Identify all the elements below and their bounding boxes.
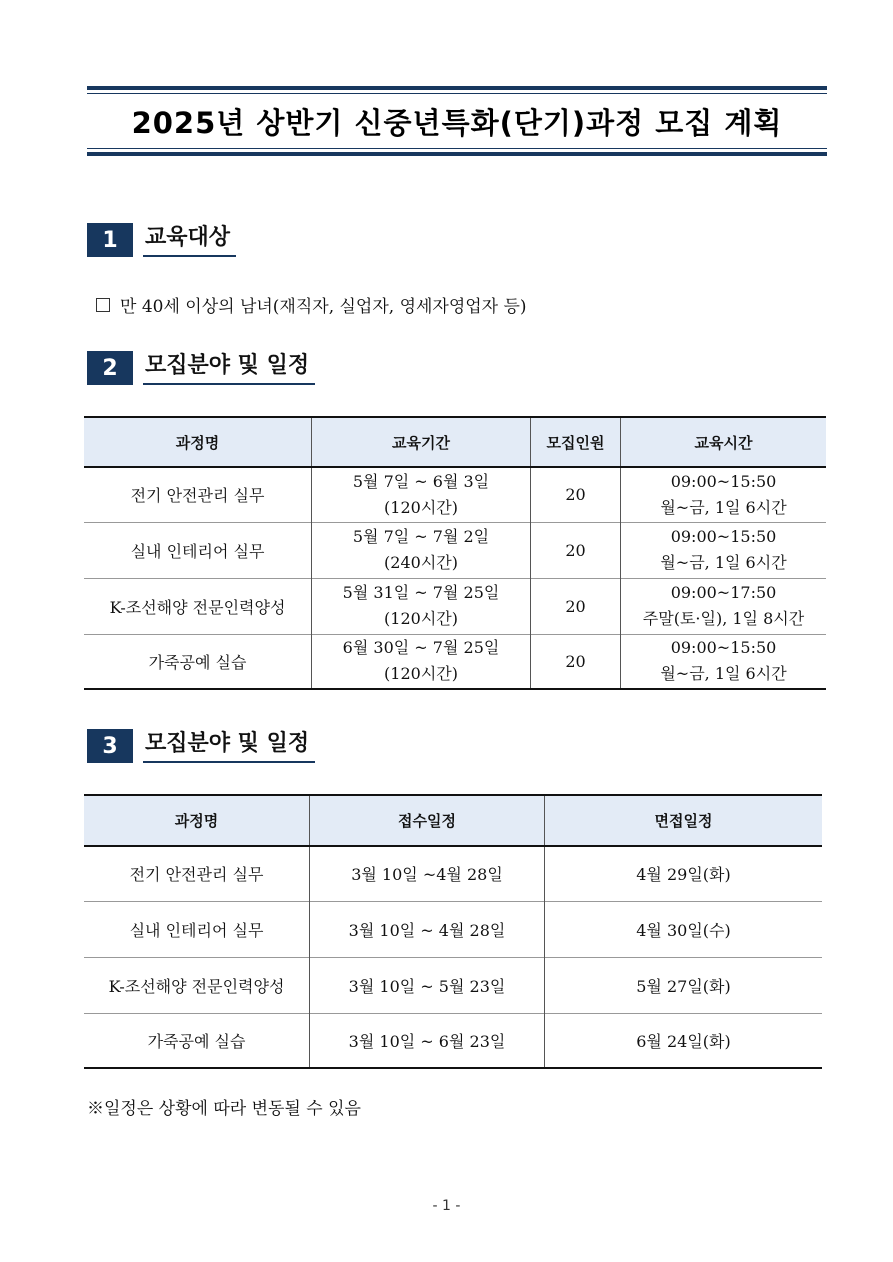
apply-dates: 3월 10일 ~ 5월 23일 <box>310 957 545 1013</box>
title-rule-top <box>87 93 827 94</box>
course-name: 전기 안전관리 실무 <box>130 486 265 506</box>
section-3-header <box>87 727 315 763</box>
th-period: 교육기간 <box>312 417 531 467</box>
target-text: 만 40세 이상의 남녀(재직자, 실업자, 영세자영업자 등) <box>120 297 527 317</box>
th-interview: 면접일정 <box>545 795 823 846</box>
time-days: 주말(토·일), 1일 8시간 <box>642 609 805 628</box>
course-count: 20 <box>531 467 621 522</box>
course-period <box>312 634 531 689</box>
section-2-header <box>87 349 315 385</box>
course-count: 20 <box>531 578 621 634</box>
th-course: 과정명 <box>84 417 312 467</box>
course-name: K-조선해양 전문인력양성 <box>84 957 310 1013</box>
section-2-number: 2 <box>87 351 133 385</box>
course-time <box>621 634 827 689</box>
time-range: 09:00~15:50 <box>670 527 777 546</box>
schedule-note: ※일정은 상황에 따라 변동될 수 있음 <box>87 1099 361 1119</box>
period-hours: (120시간) <box>384 664 458 684</box>
interview-date: 5월 27일(화) <box>545 957 823 1013</box>
table-row <box>84 1013 822 1068</box>
period-dates: 5월 31일 ~ 7월 25일 <box>342 583 500 602</box>
interview-date: 6월 24일(화) <box>545 1013 823 1068</box>
target-item <box>96 292 527 317</box>
interview-date: 4월 29일(화) <box>545 846 823 901</box>
apply-dates: 3월 10일 ~4월 28일 <box>310 846 545 901</box>
table-row <box>84 522 826 578</box>
period-hours: (120시간) <box>384 497 458 517</box>
course-time <box>621 467 827 522</box>
table-row <box>84 901 822 957</box>
course-name: 실내 인테리어 실무 <box>84 901 310 957</box>
apply-dates: 3월 10일 ~ 6월 23일 <box>310 1013 545 1068</box>
course-name: 가죽공예 실습 <box>84 634 312 689</box>
interview-date: 4월 30일(수) <box>545 901 823 957</box>
table-row <box>84 846 822 901</box>
section-2-title: 모집분야 및 일정 <box>143 352 315 385</box>
course-name: K-조선해양 전문인력양성 <box>84 578 312 634</box>
page-title: 2025년 상반기 신중년특화(단기)과정 모집 계획 <box>131 105 783 140</box>
section-1-number: 1 <box>87 223 133 257</box>
course-period <box>312 522 531 578</box>
time-range: 09:00~17:50 <box>670 583 777 602</box>
time-days: 월~금, 1일 6시간 <box>660 497 787 517</box>
period-hours: (120시간) <box>384 609 458 628</box>
course-name: 실내 인테리어 실무 <box>84 522 312 578</box>
course-name: 전기 안전관리 실무 <box>129 865 264 885</box>
course-time <box>621 522 827 578</box>
section-3-number: 3 <box>87 729 133 763</box>
time-days: 월~금, 1일 6시간 <box>660 553 787 572</box>
schedule-table <box>84 416 826 690</box>
table-row <box>84 467 826 522</box>
course-count: 20 <box>531 634 621 689</box>
time-days: 월~금, 1일 6시간 <box>660 664 787 684</box>
course-period <box>312 578 531 634</box>
course-period <box>312 467 531 522</box>
period-dates: 5월 7일 ~ 7월 2일 <box>352 527 490 546</box>
checkbox-icon <box>96 298 110 312</box>
table-row <box>84 957 822 1013</box>
section-1-title: 교육대상 <box>143 224 236 257</box>
course-time <box>621 578 827 634</box>
time-range: 09:00~15:50 <box>670 471 777 491</box>
section-1-header <box>87 221 236 257</box>
time-range: 09:00~15:50 <box>670 638 777 658</box>
th-course: 과정명 <box>84 795 310 846</box>
title-block <box>87 86 827 156</box>
period-dates: 5월 7일 ~ 6월 3일 <box>352 471 490 491</box>
page-number: - 1 - <box>432 1198 461 1214</box>
table-row <box>84 634 826 689</box>
th-count: 모집인원 <box>531 417 621 467</box>
period-dates: 6월 30일 ~ 7월 25일 <box>342 638 500 658</box>
section-3-title: 모집분야 및 일정 <box>143 730 315 763</box>
course-name: 가죽공예 실습 <box>84 1013 310 1068</box>
th-apply: 접수일정 <box>310 795 545 846</box>
course-count: 20 <box>531 522 621 578</box>
title-rule-bottom <box>87 148 827 149</box>
application-table <box>84 794 822 1069</box>
table-row <box>84 578 826 634</box>
apply-dates: 3월 10일 ~ 4월 28일 <box>310 901 545 957</box>
th-time: 교육시간 <box>621 417 827 467</box>
period-hours: (240시간) <box>384 553 458 572</box>
